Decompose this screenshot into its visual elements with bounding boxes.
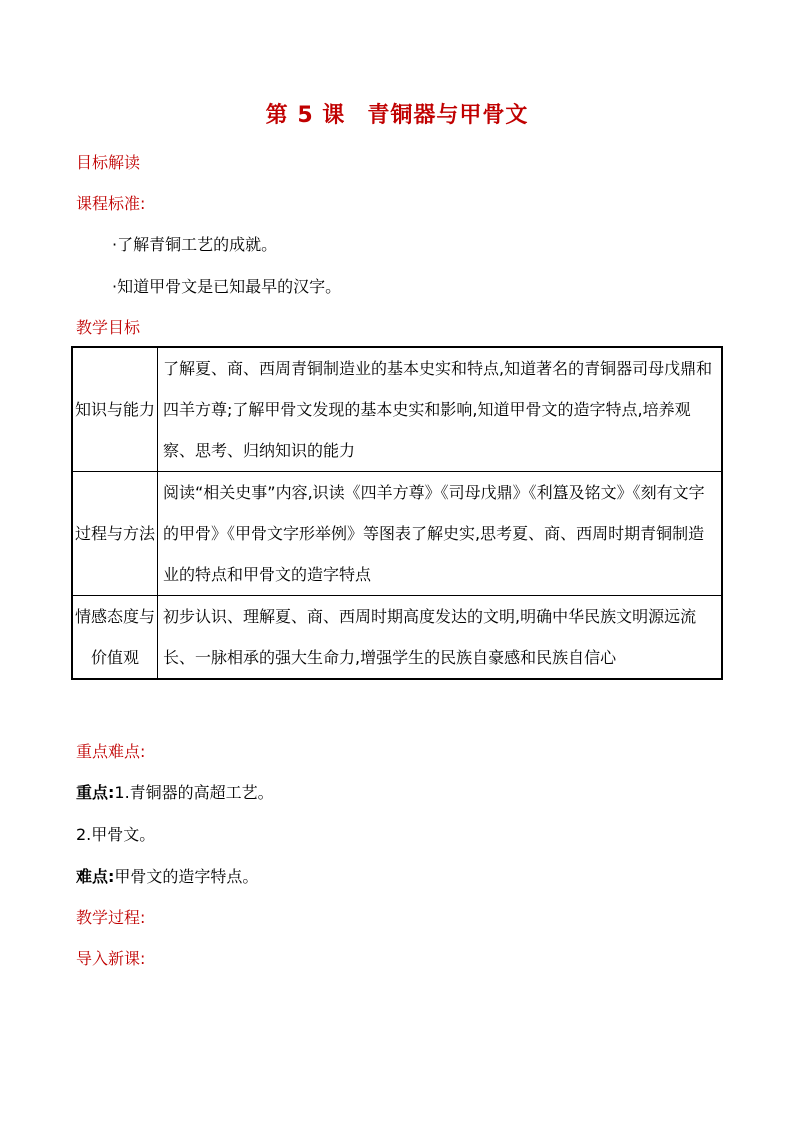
curriculum-standard-heading: 课程标准:	[76, 194, 146, 213]
key-text: 1.青铜器的高超工艺。	[114, 783, 274, 802]
key-label: 重点:	[76, 783, 115, 802]
key-point-line-2: 2.甲骨文。	[76, 825, 156, 844]
difficult-text: 甲骨文的造字特点。	[114, 867, 259, 886]
lesson-name: 青铜器与甲骨文	[367, 103, 529, 128]
lesson-number: 第 5 课	[265, 103, 346, 128]
goal-label: 过程与方法	[72, 472, 158, 596]
teaching-goals-table	[71, 346, 723, 680]
goal-content: 初步认识、理解夏、商、西周时期高度发达的文明,明确中华民族文明源远流长、一脉相承的强大生命力,增强学生的民族自豪感和民族自信心	[158, 596, 723, 680]
teaching-goals-heading: 教学目标	[76, 318, 141, 337]
goal-content: 了解夏、商、西周青铜制造业的基本史实和特点,知道著名的青铜器司母戊鼎和四羊方尊;了解甲骨文发现的基本史实和影响,知道甲骨文的造字特点,培养观察、思考、归纳知识的能力	[158, 347, 723, 472]
goal-label: 知识与能力	[72, 347, 158, 472]
key-point-line	[76, 780, 274, 803]
difficult-point-line	[76, 864, 258, 887]
standard-item: ·了解青铜工艺的成就。	[112, 235, 278, 254]
goal-label: 情感态度与价值观	[72, 596, 158, 680]
objectives-reading-heading: 目标解读	[76, 153, 141, 172]
intro-heading: 导入新课:	[76, 949, 146, 968]
standard-item: ·知道甲骨文是已知最早的汉字。	[112, 277, 342, 296]
table-row	[72, 347, 722, 472]
difficult-label: 难点:	[76, 867, 115, 886]
key-points-heading: 重点难点:	[76, 742, 146, 761]
table-row	[72, 596, 722, 680]
goal-content: 阅读“相关史事”内容,识读《四羊方尊》《司母戊鼎》《利簋及铭文》《刻有文字的甲骨》《甲骨文字形举例》等图表了解史实,思考夏、商、西周时期青铜制造业的特点和甲骨文的造字特点	[158, 472, 723, 596]
page-title	[0, 98, 794, 129]
table-row	[72, 472, 722, 596]
process-heading: 教学过程:	[76, 908, 146, 927]
